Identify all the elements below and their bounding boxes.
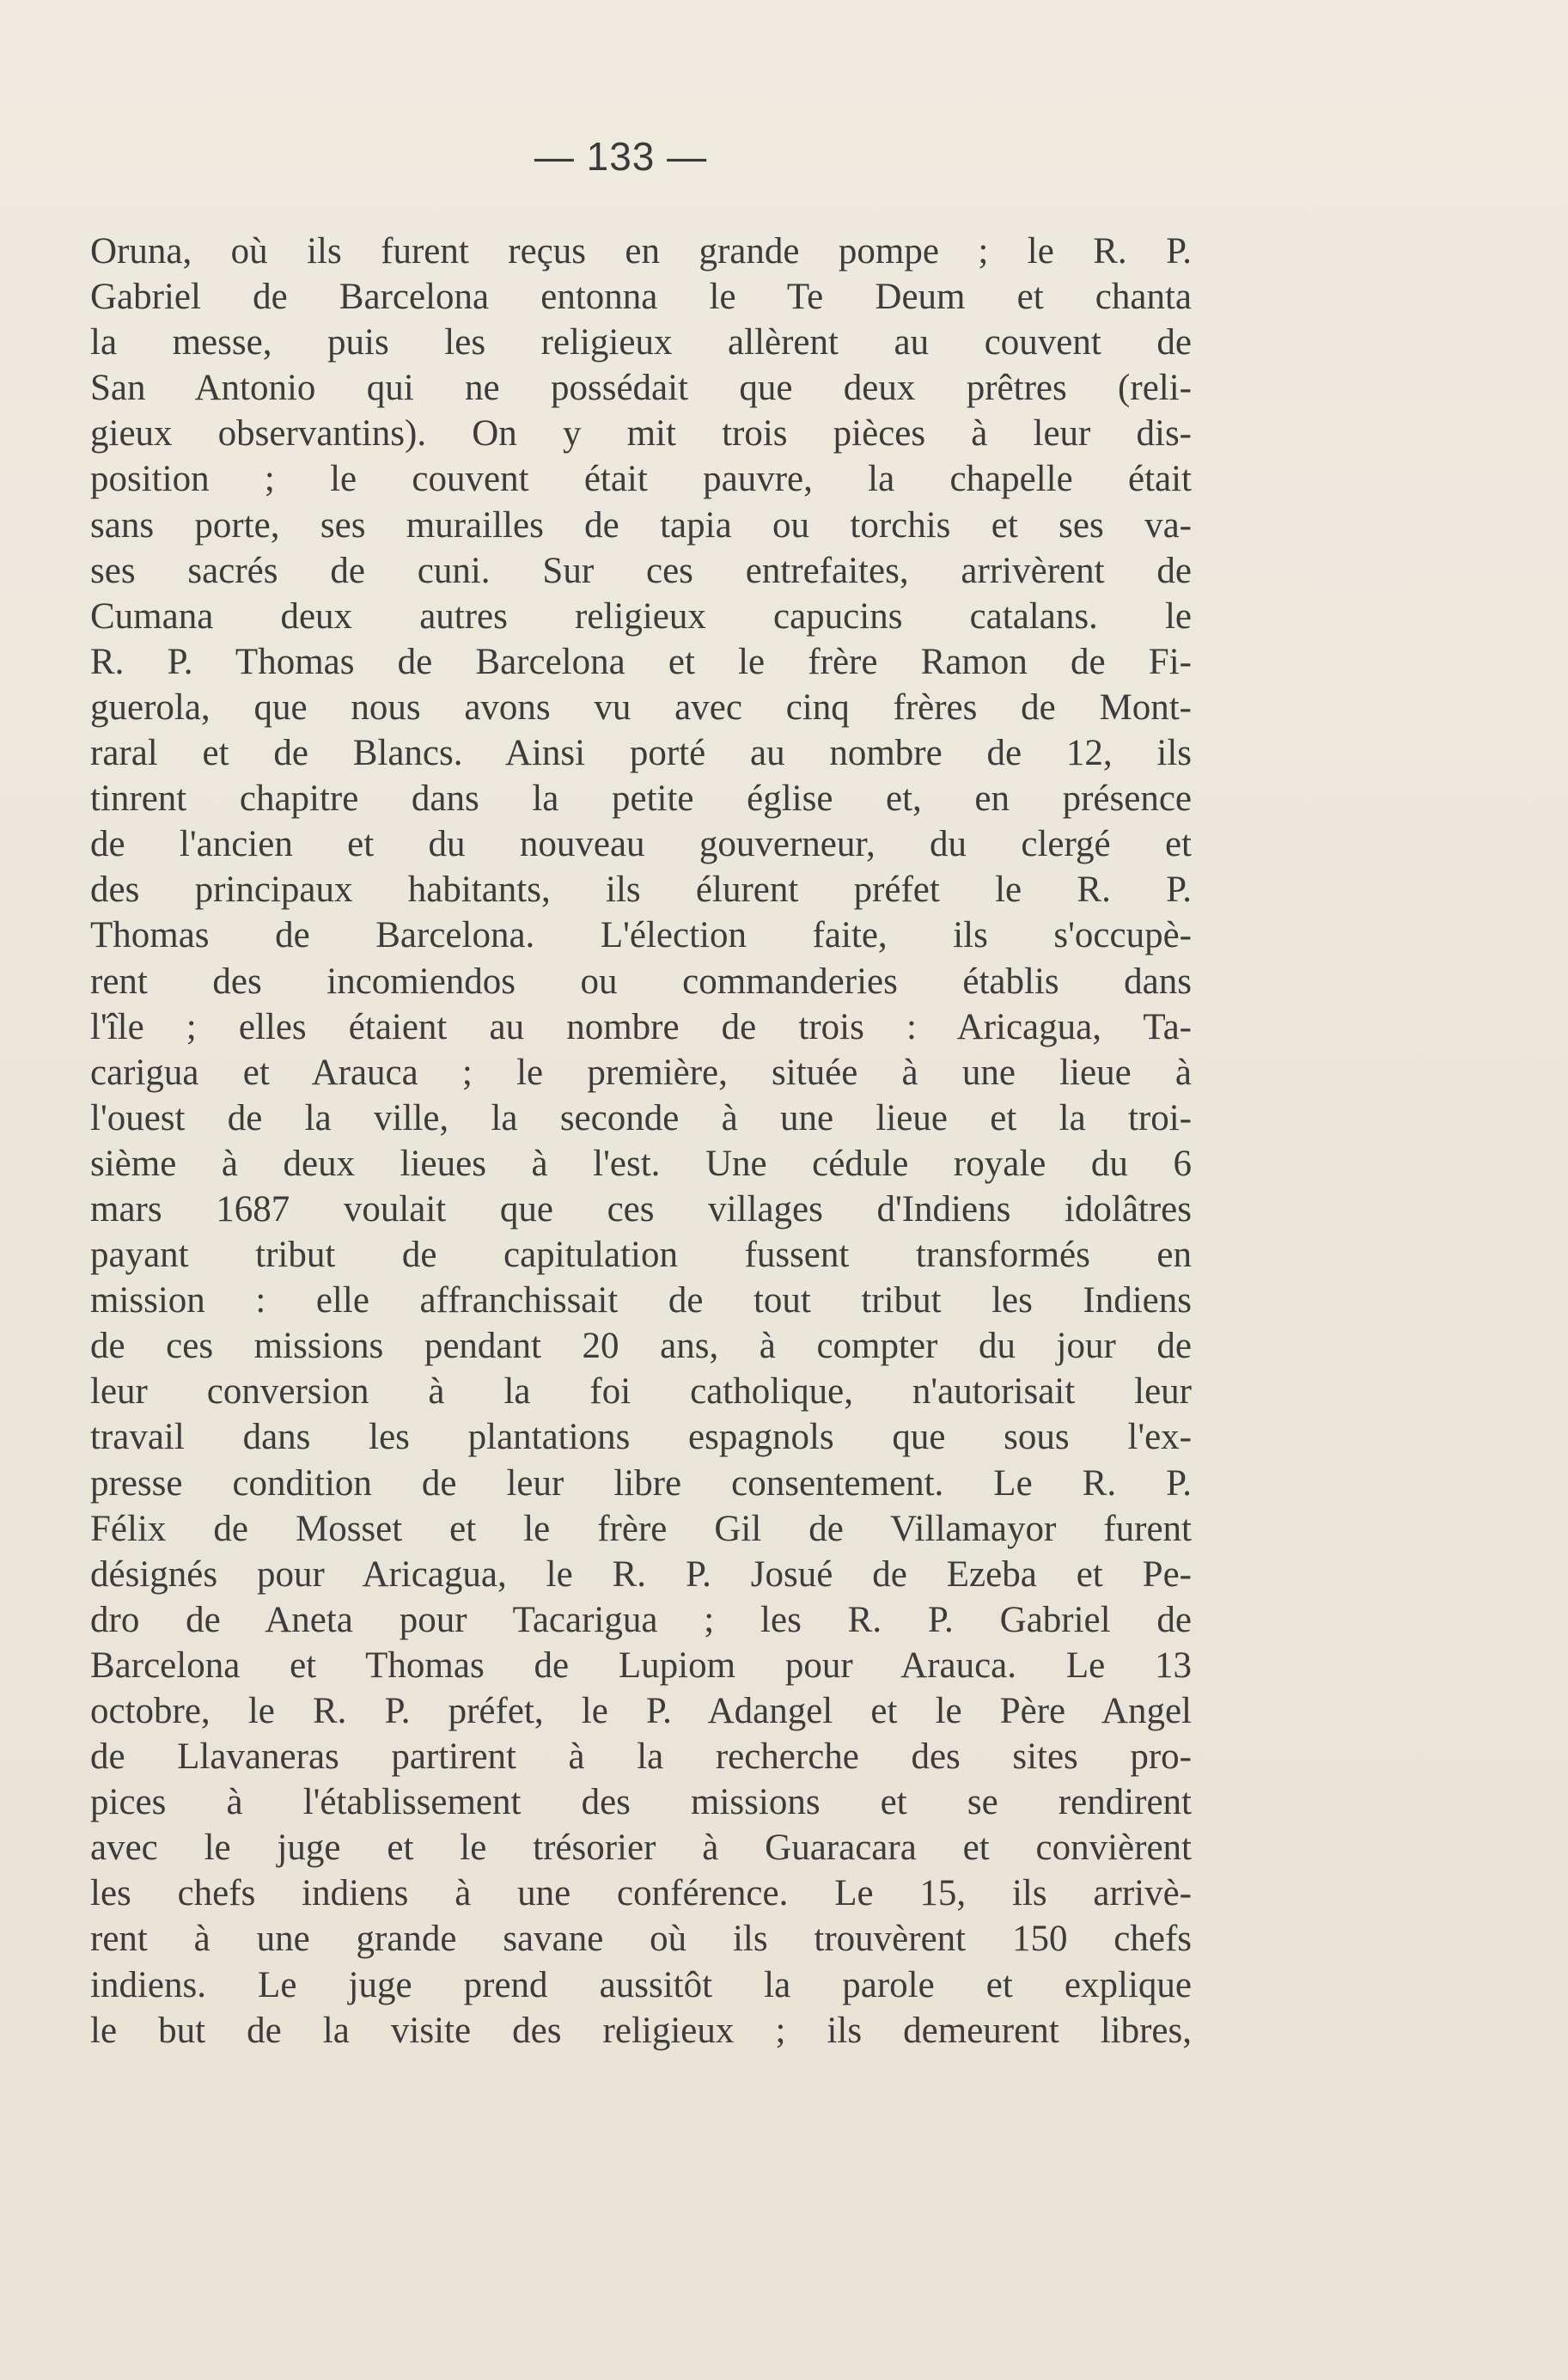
text-line: mars 1687 voulait que ces villages d'Indiens idolâtres [90,1188,1192,1230]
text-line: Gabriel de Barcelona entonna le Te Deum et chanta [90,277,1192,318]
text-line: Félix de Mosset et le frère Gil de Villamayor furent [90,1508,1192,1549]
text-line: Thomas de Barcelona. L'élection faite, ils s'occupè- [90,915,1192,956]
text-line: désignés pour Aricagua, le R. P. Josué de Ezeba et Pe- [90,1553,1192,1595]
page-number: — 133 — [534,134,708,179]
text-line: presse condition de leur libre consentement. Le R. P. [90,1462,1192,1504]
text-line: sans porte, ses murailles de tapia ou torchis et ses va- [90,504,1192,546]
text-line: raral et de Blancs. Ainsi porté au nombre de 12, ils [90,733,1192,774]
text-line: San Antonio qui ne possédait que deux prêtres (reli- [90,368,1192,409]
text-line: Barcelona et Thomas de Lupiom pour Arauca. Le 13 [90,1645,1192,1686]
text-line: pices à l'établissement des missions et se rendirent [90,1782,1192,1823]
text-line: gieux observantins). On y mit trois pièces à leur dis- [90,413,1192,455]
text-line: le but de la visite des religieux ; ils demeurent libres, [90,2010,1192,2051]
text-line: dro de Aneta pour Tacarigua ; les R. P. Gabriel de [90,1599,1192,1640]
text-line: tinrent chapitre dans la petite église et, en présence [90,778,1192,820]
body-text [90,229,1192,2054]
text-line: sième à deux lieues à l'est. Une cédule royale du 6 [90,1143,1192,1184]
text-line: Oruna, où ils furent reçus en grande pompe ; le R. P. [90,231,1192,272]
text-line: de l'ancien et du nouveau gouverneur, du clergé et [90,824,1192,865]
text-line: l'île ; elles étaient au nombre de trois : Aricagua, Ta- [90,1006,1192,1047]
text-line: rent des incomiendos ou commanderies établis dans [90,961,1192,1002]
text-line: payant tribut de capitulation fussent transformés en [90,1235,1192,1276]
text-line: avec le juge et le trésorier à Guaracara et convièrent [90,1828,1192,1869]
text-line: guerola, que nous avons vu avec cinq frères de Mont- [90,687,1192,728]
text-line: rent à une grande savane où ils trouvèrent 150 chefs [90,1919,1192,1960]
text-line: de Llavaneras partirent à la recherche des sites pro- [90,1736,1192,1778]
text-line: leur conversion à la foi catholique, n'autorisait leur [90,1371,1192,1413]
text-line: ses sacrés de cuni. Sur ces entrefaites, arrivèrent de [90,550,1192,591]
text-line: les chefs indiens à une conférence. Le 15, ils arrivè- [90,1873,1192,1914]
text-line: indiens. Le juge prend aussitôt la parole et explique [90,1964,1192,2005]
text-line: position ; le couvent était pauvre, la chapelle était [90,459,1192,500]
text-line: des principaux habitants, ils élurent préfet le R. P. [90,870,1192,911]
text-line: octobre, le R. P. préfet, le P. Adangel et le Père Angel [90,1691,1192,1731]
text-line: mission : elle affranchissait de tout tribut les Indiens [90,1280,1192,1321]
text-line: l'ouest de la ville, la seconde à une lieue et la troi- [90,1097,1192,1138]
text-line: carigua et Arauca ; le première, située à une lieue à [90,1052,1192,1093]
text-line: R. P. Thomas de Barcelona et le frère Ramon de Fi- [90,641,1192,682]
text-line: de ces missions pendant 20 ans, à compter du jour de [90,1326,1192,1367]
text-line: Cumana deux autres religieux capucins catalans. le [90,595,1192,637]
text-line: travail dans les plantations espagnols que sous l'ex- [90,1417,1192,1458]
text-line: la messe, puis les religieux allèrent au couvent de [90,322,1192,363]
